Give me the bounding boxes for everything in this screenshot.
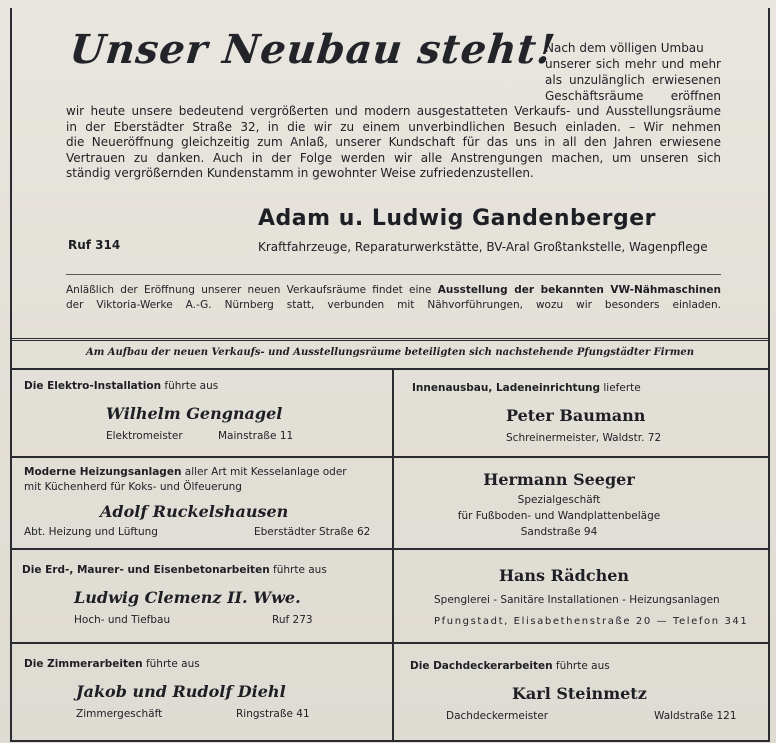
firm-name: Peter Baumann: [506, 406, 646, 425]
firm-detail: Abt. Heizung und Lüftung: [24, 526, 158, 538]
firm-address: Ringstraße 41: [236, 708, 310, 720]
firm-detail: Elektromeister: [106, 430, 183, 442]
firm-label-2: mit Küchenherd für Koks- und Ölfeuerung: [24, 481, 242, 493]
firm-detail: Zimmergeschäft: [76, 708, 163, 720]
firm-detail: Hoch- und Tiefbau: [74, 614, 171, 626]
firm-name: Ludwig Clemenz II. Wwe.: [74, 588, 301, 607]
body-line: wir heute unsere bedeutend vergrößerten und modern ausgestatteten Verkaufs- und Ausstellungsräume: [66, 104, 721, 118]
firm-detail: Spenglerei - Sanitäre Installationen - Heizungsanlagen: [434, 594, 720, 606]
firm-name: Jakob und Rudolf Diehl: [76, 682, 286, 701]
firms-grid: [10, 368, 770, 742]
firm-dachdecker: [394, 644, 770, 740]
firm-address: Waldstraße 121: [654, 710, 737, 722]
firm-address: Mainstraße 11: [218, 430, 294, 442]
firm-name: Adolf Ruckelshausen: [100, 502, 289, 521]
intro-line: Geschäftsräume eröffnen: [545, 89, 721, 103]
firm-erdarbeiten: [10, 550, 392, 642]
firm-detail: Spezialgeschäft: [517, 494, 601, 506]
exhibition-line-2: der Viktoria-Werke A.-G. Nürnberg statt, verbunden mit Nähvorführungen, wozu wir besonders einladen.: [66, 299, 721, 311]
firm-label: Die Zimmerarbeiten führte aus: [24, 658, 200, 670]
firm-address: Pfungstadt, Elisabethenstraße 20 — Telefon 341: [434, 616, 749, 627]
firm-label: Innenausbau, Ladeneinrichtung lieferte: [412, 382, 641, 394]
firm-elektro: [10, 370, 392, 456]
firm-address: Sandstraße 94: [520, 526, 598, 538]
exhibition-line-1: [66, 283, 721, 298]
company-tagline: Kraftfahrzeuge, Reparaturwerkstätte, BV-Aral Großtankstelle, Wagenpflege: [258, 240, 708, 254]
firm-innenausbau: [394, 370, 770, 456]
firm-name: Karl Steinmetz: [512, 684, 647, 703]
intro-line: unserer sich mehr und mehr: [545, 57, 721, 71]
intro-right-column: [545, 40, 721, 104]
firm-label: Die Erd-, Maurer- und Eisenbetonarbeiten führte aus: [22, 564, 327, 576]
firm-detail: Dachdeckermeister: [446, 710, 549, 722]
firm-address: Eberstädter Straße 62: [254, 526, 371, 538]
exhibition-highlight: Ausstellung der bekannten VW-Nähmaschinen: [437, 284, 721, 296]
firm-detail: Schreinermeister, Waldstr. 72: [506, 432, 662, 444]
firm-raedchen: [394, 550, 770, 642]
divider: [66, 274, 721, 275]
exhibition-text: Anläßlich der Eröffnung unserer neuen Verkaufsräume findet eine: [66, 284, 438, 296]
firm-zimmer: [10, 644, 392, 740]
firm-detail: für Fußboden- und Wandplattenbeläge: [457, 510, 661, 522]
company-phone: Ruf 314: [68, 238, 121, 252]
intro-line: als unzulänglich erwiesenen: [545, 73, 721, 87]
firm-phone: Ruf 273: [272, 614, 313, 626]
intro-line: Nach dem völligen Umbau: [545, 41, 704, 55]
firm-name: Hans Rädchen: [498, 566, 630, 585]
firm-name: Wilhelm Gengnagel: [106, 404, 283, 423]
exhibition-notice: [66, 283, 721, 313]
intro-body: [66, 104, 721, 182]
firm-heizung: [10, 458, 392, 548]
body-line: ständig vergrößernden Kundenstamm in gewohnter Weise zufriedenzustellen.: [66, 166, 534, 180]
grid-divider: [10, 740, 770, 742]
firm-name: Hermann Seeger: [483, 470, 635, 489]
headline: Unser Neubau steht!: [67, 26, 558, 73]
body-line: in der Eberstädter Straße 32, in die wir zu einem unverbindlichen Besuch einladen. – Wir nehmen: [66, 119, 721, 134]
company-name: Adam u. Ludwig Gandenberger: [258, 206, 657, 231]
firms-title: Am Aufbau der neuen Verkaufs- und Ausstellungsräume beteiligten sich nachstehende Pfungstädter Firmen: [85, 347, 695, 358]
firm-label: Die Dachdeckerarbeiten führte aus: [410, 660, 610, 672]
firm-seeger: [394, 458, 770, 548]
section-divider: [10, 338, 770, 341]
firm-label: Moderne Heizungsanlagen aller Art mit Kesselanlage oder: [24, 466, 347, 478]
firm-label: Die Elektro-Installation führte aus: [24, 380, 219, 392]
body-line: Vertrauen zu danken. Auch in der Folge werden wir alle Anstrengungen machen, um unseren sich: [66, 150, 721, 165]
body-line: die Neueröffnung gleichzeitig zum Anlaß, unserer Kundschaft für das uns in all den Jahren erwiesene: [66, 135, 721, 149]
